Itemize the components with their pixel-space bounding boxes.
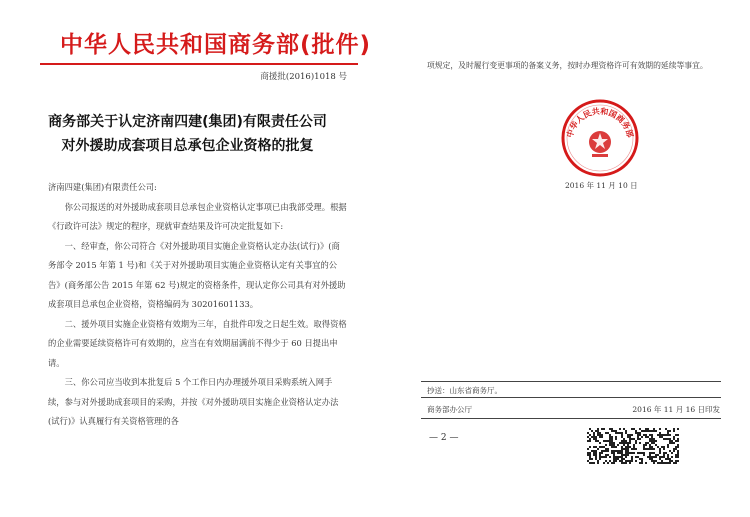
paragraph-4-continued <box>427 59 717 73</box>
footer-rule-3 <box>421 418 721 419</box>
document-number: 商援批(2016)1018 号 <box>260 72 347 82</box>
cc-line: 抄送：山东省商务厅。 <box>427 386 502 395</box>
footer-rule-1 <box>421 381 721 382</box>
paragraph-3: 二、援外项目实施企业资格有效期为三年，自批件印发之日起生效。取得资格的企业需要延续资格许可有效期的，应当在有效期届满前不得少于 60 日提出申请。 <box>48 318 347 368</box>
document-body <box>48 178 348 432</box>
page-right <box>375 0 750 517</box>
document-header-title: 中华人民共和国商务部(批件) <box>60 32 372 58</box>
page-number: — 2 — <box>429 433 459 443</box>
document-title-line-2: 对外援助成套项目总承包企业资格的批复 <box>61 138 314 154</box>
paragraph-2: 一、经审查，你公司符合《对外援助项目实施企业资格认定办法(试行)》(商务部令 2015 年第 1 号)和《关于对外援助项目实施企业资格认定有关事宜的公告》(商务部公告 2015 年第 62 号)规定的资格条件，现认定你公司具有对外援助成套项目总承包企业资格，资格编码为 30201601133。 <box>48 240 346 309</box>
addressee: 济南四建(集团)有限责任公司: <box>48 182 157 192</box>
footer-rule-2 <box>421 397 721 398</box>
national-emblem-icon <box>589 131 611 157</box>
paragraph-4: 三、你公司应当收到本批复后 5 个工作日内办理援外项目采购系统入网手续，参与对外援助成套项目的采购，并按《对外援助项目实施企业资格认定办法(试行)》认真履行有关资格管理的各 <box>48 377 339 426</box>
issuing-office: 商务部办公厅 <box>427 405 472 414</box>
barcode-qr-icon <box>587 428 679 464</box>
paragraph-1: 你公司报送的对外援助成套项目总承包企业资格认定事项已由我部受理。根据《行政许可法》规定的程序，现就审查结果及许可决定批复如下: <box>48 201 347 231</box>
document-title-line-1: 商务部关于认定济南四建(集团)有限责任公司 <box>48 114 327 130</box>
print-date: 2016 年 11 月 16 日印发 <box>632 405 720 414</box>
paragraph-4-continued-text: 项规定，及时履行变更事项的备案义务，按时办理资格许可有效期的延续等事宜。 <box>427 61 708 70</box>
official-seal-stamp <box>560 98 640 178</box>
seal-text: 中华人民共和国商务部 <box>565 106 635 139</box>
seal-date: 2016 年 11 月 10 日 <box>565 181 638 190</box>
red-divider-line <box>40 63 358 65</box>
